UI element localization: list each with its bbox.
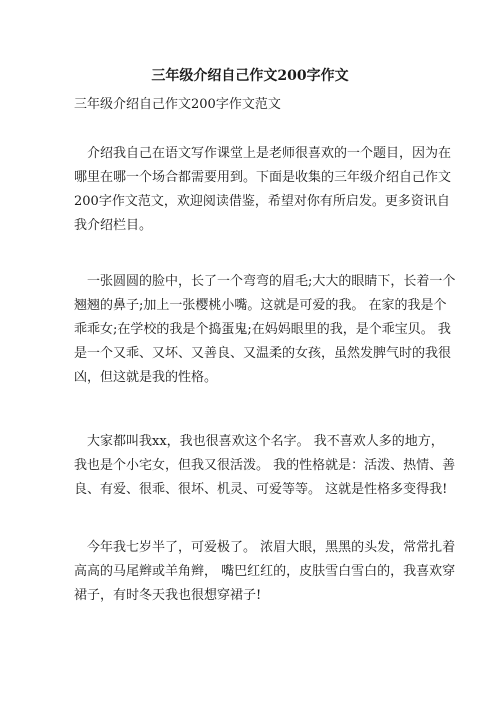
paragraph-line: 哪里在哪一个场合都需要用到。下面是收集的三年级介绍自己作文	[74, 170, 452, 185]
paragraph-line: 大家都叫我xx，我也很喜欢这个名字。 我不喜欢人多的地方，	[74, 434, 444, 449]
paragraph-line: 凶，但这就是我的性格。	[74, 370, 218, 385]
page-subtitle: 三年级介绍自己作文200字作文范文	[74, 97, 281, 112]
paragraph-line: 一张圆圆的脸中，长了一个弯弯的眉毛;大大的眼睛下，长着一个	[74, 274, 456, 289]
paragraph-line: 我也是个小宅女，但我又很活泼。 我的性格就是：活泼、热情、善	[74, 458, 456, 473]
paragraph-line: 今年我七岁半了，可爱极了。 浓眉大眼，黑黑的头发，常常扎着	[74, 540, 456, 555]
paragraph-line: 高高的马尾辫或羊角辫， 嘴巴红红的，皮肤雪白雪白的，我喜欢穿	[74, 564, 456, 579]
page-title: 三年级介绍自己作文200字作文	[151, 68, 349, 84]
paragraph-line: 裙子，有时冬天我也很想穿裙子!	[74, 588, 262, 603]
paragraph-intro	[74, 142, 452, 238]
paragraph-personality	[74, 430, 456, 502]
paragraph-age	[74, 536, 456, 608]
paragraph-line: 乖乖女;在学校的我是个捣蛋鬼;在妈妈眼里的我，是个乖宝贝。 我	[74, 322, 451, 337]
paragraph-line: 200字作文范文，欢迎阅读借鉴，希望对你有所启发。更多资讯自	[74, 194, 450, 209]
paragraph-line: 良、有爱、很乖、很坏、机灵、可爱等等。 这就是性格多变得我!	[74, 482, 448, 497]
paragraph-line: 介绍我自己在语文写作课堂上是老师很喜欢的一个题目，因为在	[74, 146, 452, 161]
paragraph-line: 翘翘的鼻子;加上一张樱桃小嘴。这就是可爱的我。 在家的我是个	[74, 298, 447, 313]
paragraph-line: 我介绍栏目。	[74, 218, 153, 233]
paragraph-line: 是一个又乖、又坏、又善良、又温柔的女孩，虽然发脾气时的我很	[74, 346, 452, 361]
paragraph-appearance	[74, 270, 456, 390]
